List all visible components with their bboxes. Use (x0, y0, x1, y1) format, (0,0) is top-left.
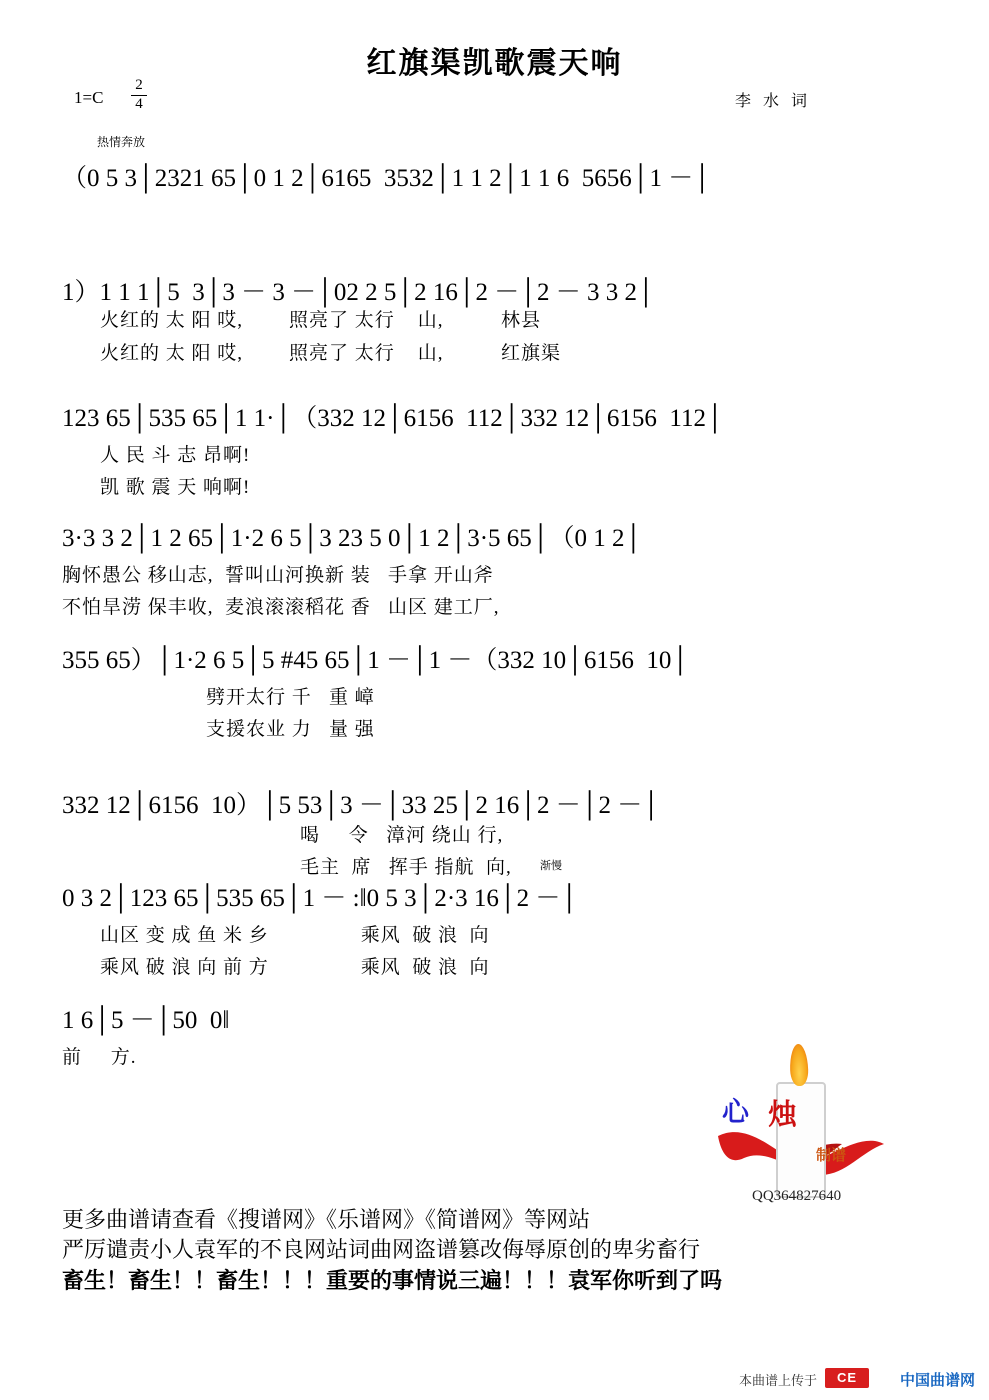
upload-note: 本曲谱上传于 (738, 1373, 817, 1388)
lyric-line: 喝 令 漳河 绕山 行, (300, 825, 504, 846)
logo-word-right: 烛 (768, 1099, 798, 1131)
lyric-line: 火红的 太 阳 哎, 照亮了 太行 山, 红旗渠 (100, 343, 562, 364)
key-signature: 1=C (74, 88, 104, 107)
time-signature-numerator: 2 (135, 77, 143, 93)
lyric-line: 火红的 太 阳 哎, 照亮了 太行 山, 林县 (100, 310, 542, 331)
logo-word-left: 心 (722, 1097, 749, 1127)
footer-line: 严厉谴责小人袁军的不良网站词曲网盗谱篡改侮辱原创的卑劣畜行 (62, 1237, 701, 1263)
expression-marking: 热情奔放 (97, 135, 146, 149)
page-title: 红旗渠凯歌震天响 (366, 47, 623, 80)
time-signature (131, 78, 147, 113)
logo-maker-label: 制谱 (816, 1148, 847, 1164)
lyric-line: 支援农业 力 量 强 (206, 719, 375, 740)
expression-marking-ritardando: 渐慢 (540, 860, 562, 872)
lyric-line: 凯 歌 震 天 响啊! (100, 477, 251, 498)
lyric-line: 胸怀愚公 移山志, 誓叫山河换新 装 手拿 开山斧 (62, 565, 494, 586)
watermark-logo (700, 1040, 900, 1220)
bottom-credit-bar (0, 1364, 989, 1392)
time-signature-denominator: 4 (135, 95, 143, 112)
lyric-line: 不怕旱涝 保丰收, 麦浪滚滚稻花 香 山区 建工厂, (62, 597, 500, 618)
footer-line: 畜生！畜生！！畜生！！！重要的事情说三遍！！！袁军你听到了吗 (62, 1267, 723, 1293)
score-row: 123 65│535 65│1 1·│（332 12│6156 112│332 12│6156 112│ (62, 405, 724, 432)
lyric-line: 人 民 斗 志 昂啊! (100, 445, 251, 466)
site-name-link[interactable]: 中国曲谱网 (899, 1373, 975, 1389)
lyricist-credit: 李 水 词 (735, 93, 812, 110)
score-row: （0 5 3│2321 65│0 1 2│6165 3532│1 1 2│1 1 6 5656│1 －│ (62, 165, 711, 192)
logo-qq-number: QQ364827640 (752, 1188, 842, 1204)
lyric-line: 山区 变 成 鱼 米 乡 乘风 破 浪 向 (100, 925, 490, 946)
score-row: 1 6│5 －│50 0‖ (62, 1007, 230, 1034)
score-row: 1）1 1 1│5 3│3 － 3 －│02 2 5│2 16│2 －│2 － 3 3 2│ (62, 279, 655, 306)
score-row: 3·3 3 2│1 2 65│1·2 6 5│3 23 5 0│1 2│3·5 65│（0 1 2│ (62, 525, 643, 552)
lyric-line: 毛主 席 挥手 指航 向, (300, 857, 512, 878)
lyric-line: 乘风 破 浪 向 前 方 乘风 破 浪 向 (100, 957, 490, 978)
footer-line: 更多曲谱请查看《搜谱网》《乐谱网》《简谱网》等网站 (62, 1207, 591, 1232)
candle-flame-icon (789, 1044, 808, 1087)
score-row: 355 65）│1·2 6 5│5 #45 65│1 －│1 －（332 10│6156 10│ (62, 647, 690, 674)
site-badge-icon: CE (825, 1368, 869, 1388)
lyric-line: 前 方. (62, 1047, 137, 1068)
score-row: 332 12│6156 10）│5 53│3 －│33 25│2 16│2 －│2 －│ (62, 792, 660, 819)
footer-notice (62, 1205, 942, 1296)
score-row: 0 3 2│123 65│535 65│1 － :‖0 5 3│2·3 16│2 －│ (62, 885, 579, 912)
lyric-line: 劈开太行 千 重 嶂 (206, 687, 375, 708)
